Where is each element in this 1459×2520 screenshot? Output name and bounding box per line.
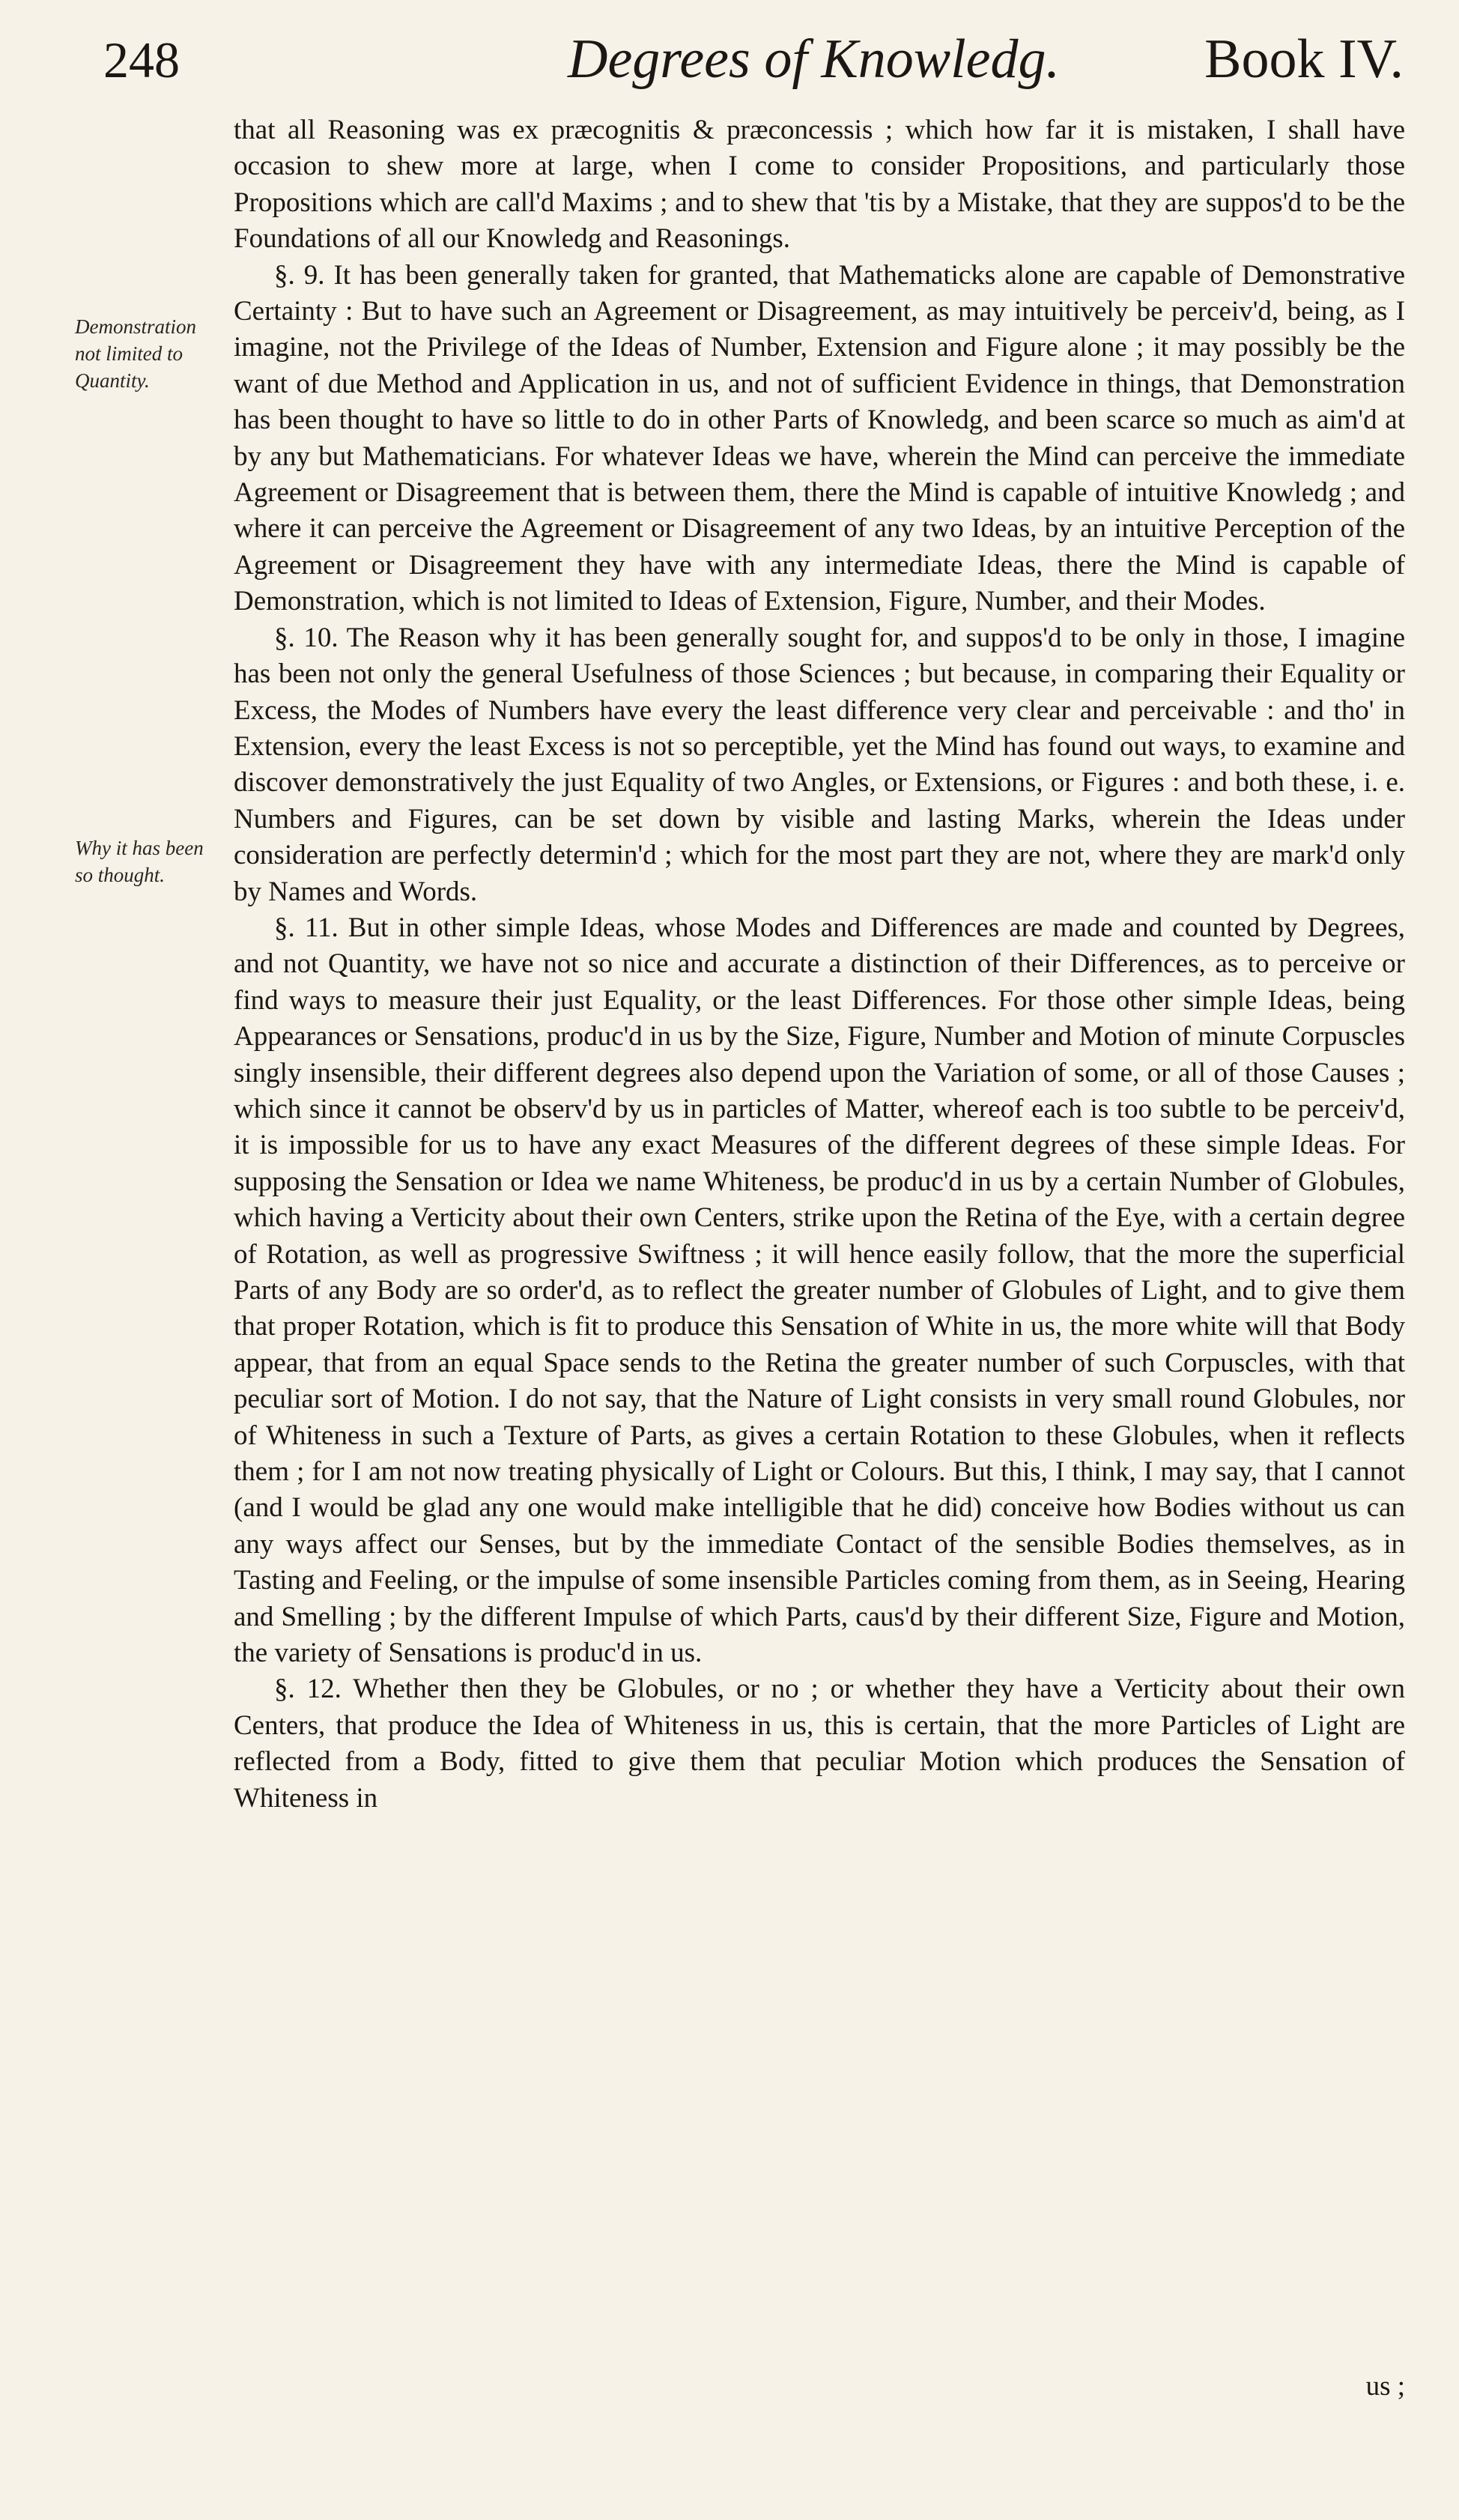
running-title: Degrees of Knowledg. bbox=[568, 28, 1061, 90]
paragraph-section-12: §. 12. Whether then they be Globules, or no ; or whether they have a Verticity about their own Centers, that produce the Idea of Whiteness in us, this is certain, that the more Particles of Light are reflected from a Body, fitted to give them that peculiar Motion which produces the Sensation of Whiteness in bbox=[234, 1674, 1405, 1814]
page-header bbox=[103, 27, 1404, 109]
margin-note-why-thought: Why it has been so thought. bbox=[75, 837, 204, 886]
paragraph-continuation: that all Reasoning was ex præcognitis & præconcessis ; which how far it is mistaken, I shall have occasion to shew more at large, when I come to consider Propositions, and particularly those Propositions which are call'd Maxims ; and to shew that 'tis by a Mistake, that they are suppos'd to be the Foundations of all our Knowledg and Reasonings. bbox=[234, 115, 1405, 255]
paragraph-section-9: §. 9. It has been generally taken for granted, that Mathematicks alone are capable of Demonstrative Certainty : But to have such an Agreement or Disagreement, as may intuitively be perceiv'd, being, as I imagine, not the Privilege of the Ideas of Number, Extension and Figure alone ; it may possibly be the want of due Method and Application in us, and not of sufficient Evidence in things, that Demonstration has been thought to have so little to do in other Parts of Knowledg, and been scarce so much as aim'd at by any but Mathematicians. For whatever Ideas we have, wherein the Mind can perceive the immediate Agreement or Disagreement that is between them, there the Mind is capable of intuitive Knowledg ; and where it can perceive the Agreement or Disagreement of any two Ideas, by an intuitive Perception of the Agreement or Disagreement they have with any intermediate Ideas, there the Mind is capable of Demonstration, which is not limited to Ideas of Extension, Figure, Number, and their Modes. bbox=[234, 259, 1405, 617]
page-number: 248 bbox=[103, 31, 180, 88]
paragraph-section-11: §. 11. But in other simple Ideas, whose Modes and Differences are made and counted by Degrees, and not Quantity, we have not so nice and accurate a distinction of their Differences, as to perceive or find ways to measure their just Equality, or the least Differences. For those other simple Ideas, being Appearances or Sensations, produc'd in us by the Size, Figure, Number and Motion of minute Corpuscles singly insensible, their different degrees also depend upon the Variation of some, or all of those Causes ; which since it cannot be observ'd by us in particles of Matter, whereof each is too subtle to be perceiv'd, it is impossible for us to have any exact Measures of the different degrees of these simple Ideas. For supposing the Sensation or Idea we name Whiteness, be produc'd in us by a certain Number of Globules, which having a Verticity about their own Centers, strike upon the Retina of the Eye, with a certain degree of Rotation, as well as progressive Swiftness ; it will hence easily follow, that the more the superficial Parts of any Body are so order'd, as to reflect the greater number of Globules of Light, and to give them that proper Rotation, which is fit to produce this Sensation of White in us, the more white will that Body appear, that from an equal Space sends to the Retina the greater number of such Corpuscles, with that peculiar sort of Motion. I do not say, that the Nature of Light consists in very small round Globules, nor of Whiteness in such a Texture of Parts, as gives a certain Rotation to these Globules, when it reflects them ; for I am not now treating physically of Light or Colours. But this, I think, I may say, that I cannot (and I would be glad any one would make intelligible that he did) conceive how Bodies without us can any ways affect our Senses, but by the immediate Contact of the sensible Bodies themselves, as in Tasting and Feeling, or the impulse of some insensible Particles coming from them, as in Seeing, Hearing and Smelling ; by the different Impulse of which Parts, caus'd by their different Size, Figure and Motion, the variety of Sensations is produc'd in us. bbox=[234, 912, 1405, 1669]
catchword: us ; bbox=[1365, 2371, 1405, 2402]
margin-note-demonstration: Demonstration not limited to Quantity. bbox=[75, 315, 196, 392]
body-text bbox=[234, 112, 1405, 2465]
book-label: Book IV. bbox=[1204, 28, 1404, 90]
paragraph-section-10: §. 10. The Reason why it has been generally sought for, and suppos'd to be only in those, I imagine has been not only the general Usefulness of those Sciences ; but because, in comparing their Equality or Excess, the Modes of Numbers have every the least difference very clear and perceivable : and tho' in Extension, every the least Excess is not so perceptible, yet the Mind has found out ways, to examine and discover demonstratively the just Equality of two Angles, or Extensions, or Figures : and both these, i. e. Numbers and Figures, can be set down by visible and lasting Marks, wherein the Ideas under consideration are perfectly determin'd ; which for the most part they are not, where they are mark'd only by Names and Words. bbox=[234, 622, 1405, 907]
